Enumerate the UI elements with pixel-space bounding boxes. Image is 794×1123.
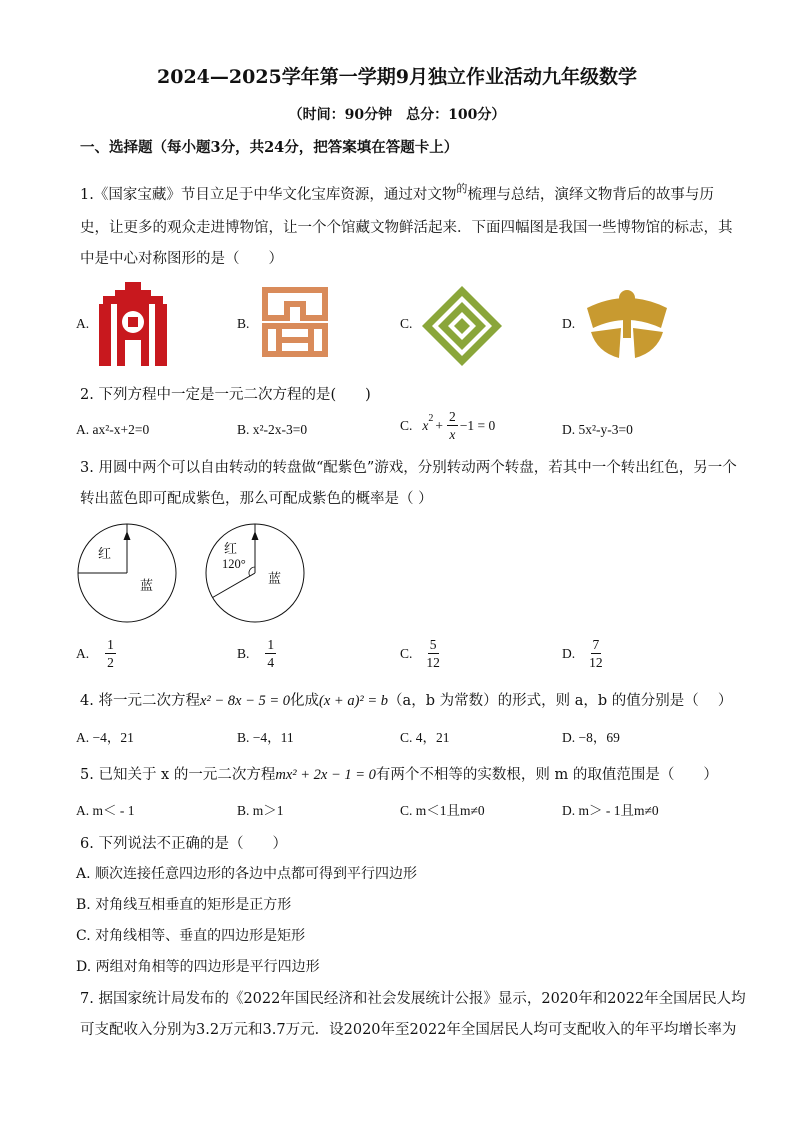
q2-option-c-den: x [449,427,456,442]
q3-option-a-fraction [105,636,116,671]
q3-option-d-den: 12 [589,655,603,670]
q4-stem-pre: 4. 将一元二次方程 [80,693,200,709]
q3-option-b-label: B. [237,645,250,661]
q1-line1-sup: 的 [456,182,468,195]
disk2-angle-label: 120° [222,557,246,571]
q1-option-b[interactable]: B. [237,316,250,331]
museum-logo-b [259,284,331,360]
q3-option-c-den: 12 [426,655,440,670]
q5-stem-post: 有两个不相等的实数根，则 m 的取值范围是（ ） [375,767,718,783]
q3-option-a-den: 2 [107,655,114,670]
q3-line2: 转出蓝色即可配成紫色，那么可配成紫色的概率是（ ） [80,491,433,507]
spinner-disk-1 [77,523,177,623]
q1-line1 [80,183,714,204]
q3-option-c-fraction [426,636,440,671]
q4-form: (x + a)² = b [319,693,389,709]
q4-option-c[interactable]: C. 4，21 [400,730,450,745]
q3-option-c-num: 5 [429,637,437,652]
spinner-disk-2 [205,523,305,623]
q5-option-b[interactable]: B. m＞1 [237,803,284,818]
section-heading: 一、选择题（每小题3分，共24分，把答案填在答题卡上） [80,139,459,156]
q4-stem-post: （a，b 为常数）的形式，则 a，b 的值分别是（ ） [388,693,733,709]
q3-option-b-den: 4 [267,655,275,670]
q3-option-d-num: 7 [592,637,600,652]
q4-option-d[interactable]: D. −8，69 [562,730,620,745]
q1-line1-a: 1.《国家宝藏》节目立足于中华文化宝库资源，通过对文物 [80,187,457,203]
q2-option-c-exp: 2 [428,413,434,424]
q3-option-a-label: A. [76,645,90,661]
q2-option-c-x: x [422,417,429,433]
q3-option-a-num: 1 [107,637,114,652]
q3-option-b-fraction [265,636,276,671]
q1-line1-b: 梳理与总结，演绎文物背后的故事与历 [467,187,714,203]
q3-option-d-label: D. [562,645,576,661]
q5-stem [80,763,718,784]
q4-option-b[interactable]: B. −4，11 [237,730,294,745]
q3-option-b[interactable] [237,636,278,671]
q3-option-c-label: C. [400,645,413,661]
q4-stem-mid: 化成 [290,693,320,709]
q1-option-d[interactable]: D. [562,316,576,331]
q2-option-a[interactable]: A. ax²-x+2=0 [76,422,150,437]
q4-option-a[interactable]: A. −4，21 [76,730,134,745]
q5-equation: mx² + 2x − 1 = 0 [275,767,376,783]
q1-line2: 史，让更多的观众走进博物馆，让一个个馆藏文物鲜活起来．下面四幅图是我国一些博物馆的标志，其 [80,220,733,236]
q3-option-c[interactable] [400,636,442,671]
disk2-red-label: 红 [224,542,238,557]
q4-equation: x² − 8x − 5 = 0 [199,693,291,709]
q3-line1: 3. 用圆中两个可以自由转动的转盘做“配紫色”游戏，分别转动两个转盘，若其中一个转出红色，另一个 [80,460,737,476]
q2-option-c-rest: −1 = 0 [459,417,496,433]
q2-option-c-label: C. [400,417,413,433]
disk1-red-label: 红 [98,547,112,562]
q3-option-b-num: 1 [267,637,275,652]
disk2-blue-label: 蓝 [268,572,282,587]
q6-option-c[interactable]: C. 对角线相等、垂直的四边形是矩形 [76,928,306,944]
q5-option-d[interactable]: D. m＞ - 1且m≠0 [562,803,659,818]
q7-line1: 7. 据国家统计局发布的《2022年国民经济和社会发展统计公报》显示，2020年和2022年全国居民人均 [80,991,746,1007]
page-subtitle: （时间：90分钟 总分：100分） [288,107,506,123]
q3-option-a[interactable] [76,636,118,671]
q6-option-d[interactable]: D. 两组对角相等的四边形是平行四边形 [76,959,320,975]
disk1-blue-label: 蓝 [140,579,154,594]
q1-option-c[interactable]: C. [400,316,413,331]
q1-line3: 中是中心对称图形的是（ ） [80,251,283,267]
q5-option-c[interactable]: C. m＜1且m≠0 [400,803,485,818]
q2-option-c[interactable] [400,408,495,443]
q2-option-b[interactable]: B. x²-2x-3=0 [237,422,308,437]
q5-stem-pre: 5. 已知关于 x 的一元二次方程 [80,767,276,783]
q2-stem: 2. 下列方程中一定是一元二次方程的是( ) [80,387,371,403]
q5-option-a[interactable]: A. m＜ - 1 [76,803,135,818]
q2-option-c-num: 2 [449,409,456,424]
q2-option-d[interactable]: D. 5x²-y-3=0 [562,422,633,437]
museum-logo-c [422,286,502,366]
page-title: 2024—2025学年第一学期9月独立作业活动九年级数学 [157,66,637,88]
q6-option-a[interactable]: A. 顺次连接任意四边形的各边中点都可得到平行四边形 [76,866,418,882]
q6-stem: 6. 下列说法不正确的是（ ） [80,836,287,852]
q3-option-d-fraction [589,636,603,671]
q6-option-b[interactable]: B. 对角线互相垂直的矩形是正方形 [76,897,292,913]
q3-option-d[interactable] [562,636,605,671]
q1-option-a[interactable]: A. [76,316,90,331]
q7-line2: 可支配收入分别为3.2万元和3.7万元．设2020年至2022年全国居民人均可支配收入的年平均增长率为 [80,1022,737,1038]
q2-option-c-plus: + [435,417,444,433]
q2-option-c-fraction [447,408,458,443]
q4-stem [80,689,732,710]
museum-logo-a [95,282,171,366]
museum-logo-d [585,288,669,360]
